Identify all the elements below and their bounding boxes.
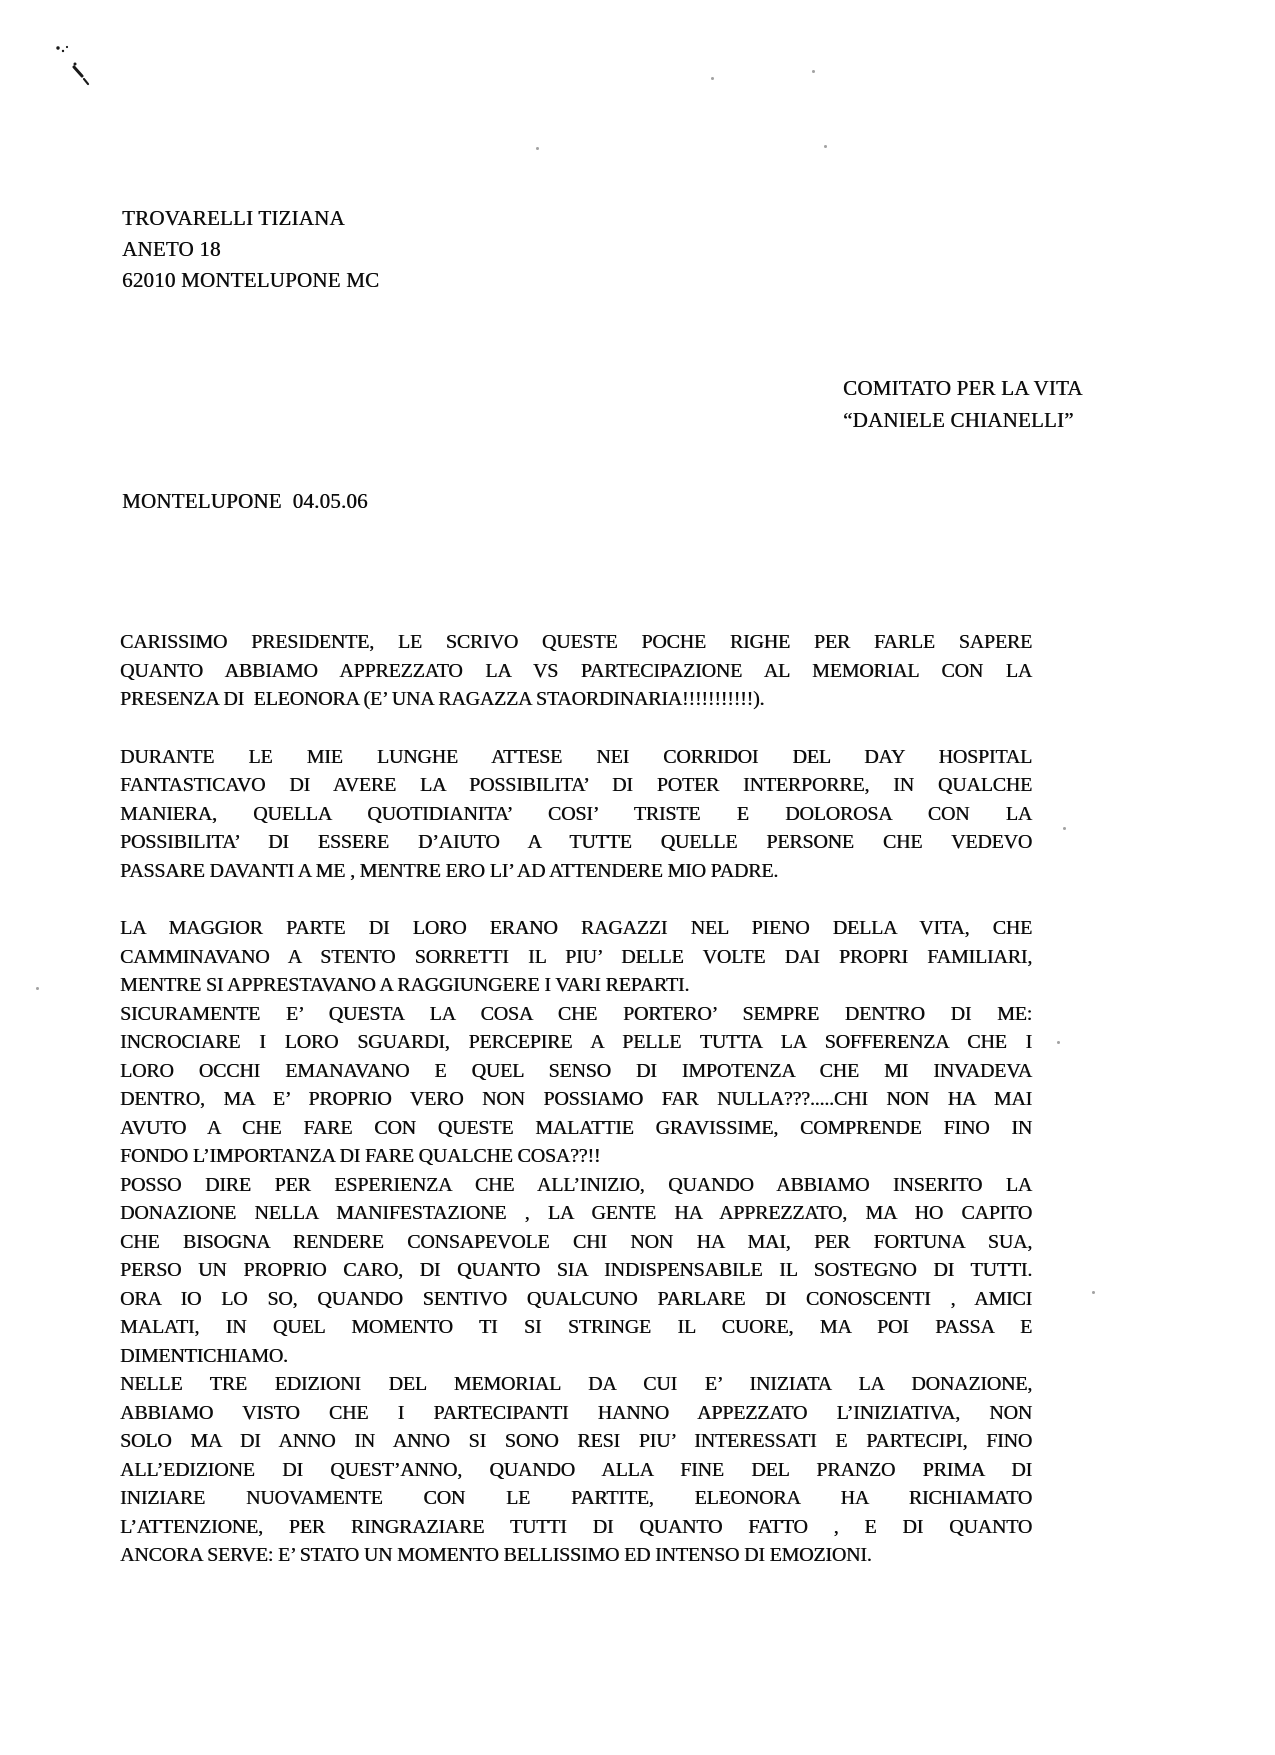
text-line: NELLE TRE EDIZIONI DEL MEMORIAL DA CUI E’ INIZIATA LA DONAZIONE,	[120, 1373, 1032, 1395]
text-line: POSSIBILITA’ DI ESSERE D’AIUTO A TUTTE QUELLE PERSONE CHE VEDEVO	[120, 831, 1032, 853]
text-line: DURANTE LE MIE LUNGHE ATTESE NEI CORRIDOI DEL DAY HOSPITAL	[120, 745, 1032, 768]
paragraph	[120, 628, 1032, 714]
scan-speck	[812, 70, 815, 73]
paragraph	[120, 914, 1032, 1570]
text-line: QUANTO ABBIAMO APPREZZATO LA VS PARTECIPAZIONE AL MEMORIAL CON LA	[120, 659, 1032, 682]
text-line: COMITATO PER LA VITA	[843, 376, 1083, 400]
text-line: ANCORA SERVE: E’ STATO UN MOMENTO BELLISSIMO ED INTENSO DI EMOZIONI.	[120, 1544, 872, 1566]
scan-speck	[1057, 1041, 1060, 1044]
text-line: POSSO DIRE PER ESPERIENZA CHE ALL’INIZIO, QUANDO ABBIAMO INSERITO LA	[120, 1173, 1032, 1196]
text-line: LA MAGGIOR PARTE DI LORO ERANO RAGAZZI NEL PIENO DELLA VITA, CHE	[120, 917, 1032, 939]
text-line: FANTASTICAVO DI AVERE LA POSSIBILITA’ DI POTER INTERPORRE, IN QUALCHE	[120, 774, 1032, 796]
scan-speck	[1092, 1291, 1095, 1294]
text-line: FONDO L’IMPORTANZA DI FARE QUALCHE COSA??!!	[120, 1145, 601, 1167]
text-line: DENTRO, MA E’ PROPRIO VERO NON POSSIAMO FAR NULLA???.....CHI NON HA MAI	[120, 1088, 1032, 1110]
text-line: MANIERA, QUELLA QUOTIDIANITA’ COSI’ TRISTE E DOLOROSA CON LA	[120, 802, 1032, 825]
pen-scribble-mark	[45, 38, 105, 98]
text-line: ORA IO LO SO, QUANDO SENTIVO QUALCUNO PARLARE DI CONOSCENTI , AMICI	[120, 1287, 1032, 1310]
text-line: ALL’EDIZIONE DI QUEST’ANNO, QUANDO ALLA FINE DEL PRANZO PRIMA DI	[120, 1458, 1032, 1481]
dateline: MONTELUPONE 04.05.06	[122, 489, 368, 513]
text-line: CAMMINAVANO A STENTO SORRETTI IL PIU’ DELLE VOLTE DAI PROPRI FAMILIARI,	[120, 945, 1032, 968]
scan-speck	[536, 147, 539, 150]
text-line: PASSARE DAVANTI A ME , MENTRE ERO LI’ AD ATTENDERE MIO PADRE.	[120, 859, 779, 882]
text-line: INIZIARE NUOVAMENTE CON LE PARTITE, ELEONORA HA RICHIAMATO	[120, 1487, 1032, 1509]
text-line: SOLO MA DI ANNO IN ANNO SI SONO RESI PIU’ INTERESSATI E PARTECIPI, FINO	[120, 1430, 1032, 1452]
text-line: MENTRE SI APPRESTAVANO A RAGGIUNGERE I VARI REPARTI.	[120, 974, 690, 996]
text-line: “DANIELE CHIANELLI”	[843, 408, 1074, 432]
letter-body	[120, 628, 1032, 1599]
text-line: PRESENZA DI ELEONORA (E’ UNA RAGAZZA STAORDINARIA!!!!!!!!!!!).	[120, 688, 765, 710]
sender-address-block	[122, 203, 379, 296]
scan-speck	[824, 145, 827, 148]
text-line: CARISSIMO PRESIDENTE, LE SCRIVO QUESTE POCHE RIGHE PER FARLE SAPERE	[120, 631, 1032, 653]
scan-speck	[36, 987, 39, 990]
paragraph	[120, 743, 1032, 886]
text-line: 62010 MONTELUPONE MC	[122, 268, 380, 292]
text-line: TROVARELLI TIZIANA	[122, 206, 345, 230]
text-line: DIMENTICHIAMO.	[120, 1344, 288, 1367]
text-line: MALATI, IN QUEL MOMENTO TI SI STRINGE IL CUORE, MA POI PASSA E	[120, 1316, 1032, 1338]
recipient-block	[843, 372, 1083, 436]
text-line: L’ATTENZIONE, PER RINGRAZIARE TUTTI DI QUANTO FATTO , E DI QUANTO	[120, 1515, 1032, 1538]
text-line: PERSO UN PROPRIO CARO, DI QUANTO SIA INDISPENSABILE IL SOSTEGNO DI TUTTI.	[120, 1259, 1032, 1281]
text-line: SICURAMENTE E’ QUESTA LA COSA CHE PORTERO’ SEMPRE DENTRO DI ME:	[120, 1002, 1032, 1025]
text-line: CHE BISOGNA RENDERE CONSAPEVOLE CHI NON HA MAI, PER FORTUNA SUA,	[120, 1230, 1032, 1253]
text-line: DONAZIONE NELLA MANIFESTAZIONE , LA GENTE HA APPREZZATO, MA HO CAPITO	[120, 1202, 1032, 1224]
text-line: LORO OCCHI EMANAVANO E QUEL SENSO DI IMPOTENZA CHE MI INVADEVA	[120, 1059, 1032, 1082]
scan-speck	[1063, 827, 1066, 830]
text-line: ABBIAMO VISTO CHE I PARTECIPANTI HANNO APPEZZATO L’INIZIATIVA, NON	[120, 1401, 1032, 1424]
scan-speck	[711, 77, 714, 80]
text-line: INCROCIARE I LORO SGUARDI, PERCEPIRE A PELLE TUTTA LA SOFFERENZA CHE I	[120, 1031, 1032, 1053]
text-line: AVUTO A CHE FARE CON QUESTE MALATTIE GRAVISSIME, COMPRENDE FINO IN	[120, 1116, 1032, 1139]
text-line: ANETO 18	[122, 237, 221, 261]
